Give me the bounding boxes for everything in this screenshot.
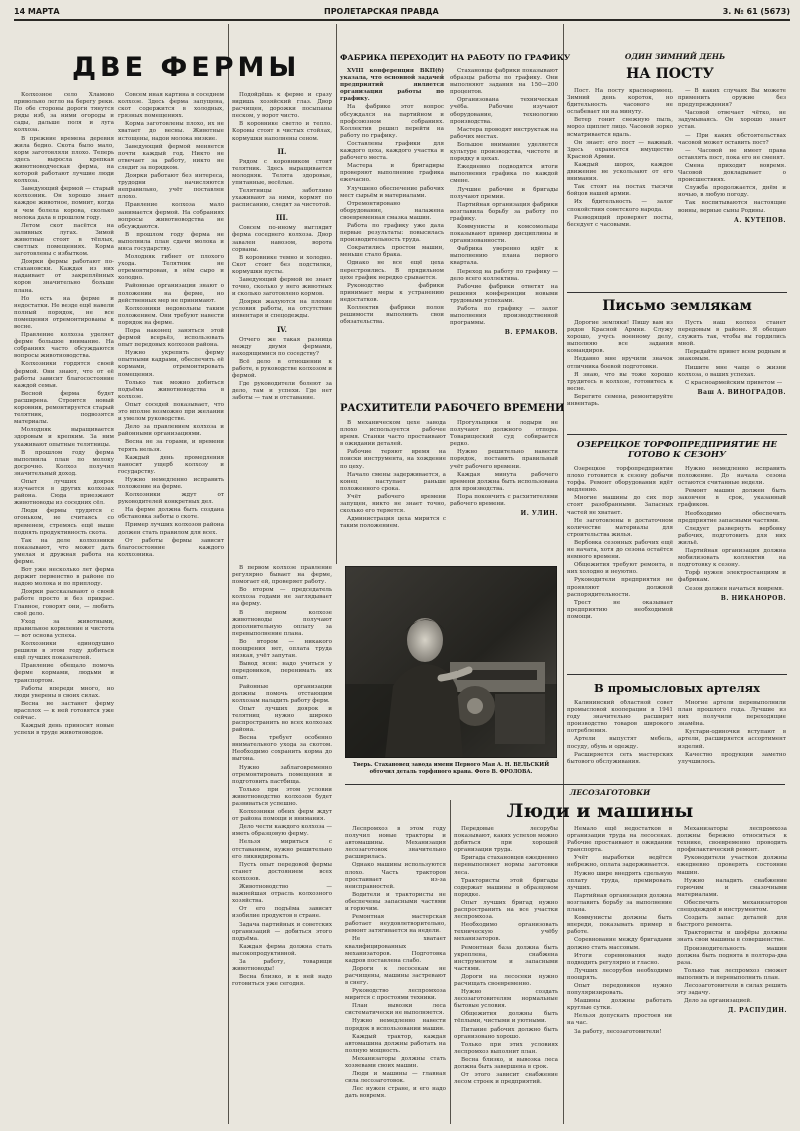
byline-factory: В. ЕРМАКОВ. bbox=[504, 329, 558, 337]
header-rule bbox=[14, 19, 790, 21]
column-rule bbox=[336, 24, 337, 564]
article-letter-col-1: Дорогие земляки! Пишу вам из рядов Красной Армии. Служу хорошо, учусь военному делу, выполняю все задания командиров. Недавно мне вручили значок отличника боевой подготовки. Я знаю, что вы тоже хорошо трудитесь в колхозе, готовитесь к весне. Берегите семена, ремонтируйте инвентарь. bbox=[567, 320, 673, 408]
section-rule bbox=[567, 674, 787, 675]
section-rule bbox=[567, 434, 787, 435]
article-two-farms-col-1: Колхозное село Хламово привольно легло на берегу реки. По обе стороны дороги тянутся ряды изб, за ними огороды и сады, дальше поля и луга колхоза. В прежние времена деревня жила бедно. Скота было мало, корм заготовляли плохо. Теперь здесь выросла крепкая животноводческая ферма, на которой работают лучшие люди колхоза. Заведующий фермой — старый колхозник. Он хорошо знает каждое животное, помнит, когда и чем болела корова, сколько молока дала в прошлом году. Летом скот пасётся на заливных лугах. Зимой животные стоят в тёплых, светлых помещениях. Корма заготовлены с избытком. Доярки фермы работают по-стахановски. Каждая из них надаивает от закреплённых коров значительно больше плана. Но есть на ферме и недостатки. Не везде ещё навели полный порядок, не все помещения отремонтированы к весне. Правление колхоза уделяет ферме большое внимание. На собраниях часто обсуждаются вопросы животноводства. Колхозники гордятся своей фермой. Они знают, что от её работы зависит благосостояние каждой семьи. Весной ферма будет расширена. Строится новый коровник, ремонтируется старый телятник, подвозятся материалы. Молодняк выращивается здоровым и крепким. За ним ухаживают опытные телятницы. В прошлом году ферма выполнила план по молоку досрочно. Колхоз получил значительный доход. Опыт лучших доярок изучается в других колхозах района. Сюда приезжают животноводы из соседних сёл. Люди фермы трудятся с огоньком, не считаясь со временем, стремясь ещё выше поднять продуктивность скота. Так на деле колхозники показывают, что может дать умелая и дружная работа на ферме. Вот уже несколько лет ферма держит первенство в районе по надою молока и по приплоду. Доярки рассказывают о своей работе просто и без прикрас. Главное, говорят они, — любить своё дело. Уход за животными, правильное кормление и чистота — вот основа успеха. Колхозники единодушно решили в этом году добиться ещё лучших показателей. Правление обещало помочь ферме кормами, людьми и транспортом. Работы впереди много, но люди уверены в своих силах. Весна не застанет ферму врасплох — к ней готовятся уже сейчас. Каждый день приносит новые успехи в труде животноводов. bbox=[14, 92, 114, 737]
article-factory-col-1: XVIII конференция ВКП(б) указала, что основной задачей предприятий является организация работы по графику. На фабрике этот вопрос обсуждался на партийном и профсоюзном собраниях. Коллектив решил перейти на работу по графику. Составлены графики для каждого цеха, каждого участка и рабочего места. Мастера и бригадиры проверяют выполнение графика ежечасно. Улучшено обеспечение рабочих мест сырьём и материалами. Отремонтировано оборудование, налажена своевременная смазка машин. Работа по графику уже дала первые результаты: повысилась производительность труда. Сократились простои машин, меньше стало брака. Однако не все ещё цеха перестроились. В прядильном цехе график нередко срывается. Руководство фабрики принимает меры к устранению недостатков. Коллектив фабрики полон решимости выполнить свои обязательства. bbox=[340, 68, 444, 326]
article-factory-col-2: Стахановцы фабрики показывают образцы работы по графику. Они выполняют задания на 150—200 процентов. Организована техническая учёба. Рабочие изучают оборудование, технологию производства. Мастера проводят инструктаж на рабочих местах. Большое внимание уделяется культуре производства, чистоте и порядку в цехах. Ежедневно подводятся итоги выполнения графика по каждой смене. Лучшие рабочие и бригады получают премии. Партийная организация фабрики возглавила борьбу за работу по графику. Коммунисты и комсомольцы показывают пример дисциплины и организованности. Фабрика уверенно идёт к выполнению плана первого квартала. Переход на работу по графику — дело всего коллектива. Рабочие фабрики ответят на решения конференции новыми трудовыми успехами. Работа по графику — залог выполнения производственной программы. В. ЕРМАКОВ. bbox=[450, 68, 558, 337]
article-logging-col-3: Немало ещё недостатков в организации труда на лесосеках. Рабочие простаивают в ожидании транспорта. Учёт выработки ведётся небрежно, оплата задерживается. Нужно шире внедрять сдельную оплату труда, премировать лучших. Партийная организация должна возглавить борьбу за выполнение плана. Коммунисты должны быть впереди, показывать пример в работе. Соревнование между бригадами должно стать массовым. Итоги соревнования надо подводить регулярно и гласно. Лучших лесорубов необходимо поощрять. Опыт передовиков нужно популяризировать. Машины должны работать круглые сутки. Нельзя допускать простоев ни на час. За работу, лесозаготовители! bbox=[567, 826, 672, 1035]
article-peat-col-2: Нужно немедленно исправить положение. До начала сезона остаются считанные недели. Ремонт машин должен быть закончен в срок, указанный графиком. Необходимо обеспечить предприятие запасными частями. Следует развернуть вербовку рабочих, подготовить для них жильё. Партийная организация должна мобилизовать коллектив на подготовку к сезону. Торф нужен электростанциям и фабрикам. Сезон должен начаться вовремя. В. НИКАНОРОВ. bbox=[678, 466, 786, 602]
kicker-logging: ЛЕСОЗАГОТОВКИ bbox=[569, 788, 651, 797]
column-rule bbox=[450, 800, 451, 1124]
column-rule bbox=[228, 24, 229, 1124]
headline-letter: Письмо землякам bbox=[602, 298, 752, 314]
header-issue-number: 3. № 61 (5673) bbox=[722, 7, 790, 16]
article-two-farms-col-3: Подойдёшь к ферме и сразу видишь хозяйский глаз. Двор расчищен, дорожки посыпаны песком, у ворот чисто. В коровнике светло и тепло. Коровы стоят в чистых стойлах, кормушки наполнены сеном. II. Рядом с коровником стоит телятник. Здесь выращивается молодняк. Телята здоровые, упитанные, весёлые. Телятницы заботливо ухаживают за ними, кормят по расписанию, следят за чистотой. III. Совсем по-иному выглядит ферма соседнего колхоза. Двор завален навозом, ворота сорваны. В коровнике темно и холодно. Скот стоит без подстилки, кормушки пусты. Заведующий фермой не знает точно, сколько у него животных и сколько заготовлено кормов. Доярки жалуются на плохие условия работы, на отсутствие инвентаря и спецодежды. IV. Отчего же такая разница между двумя фермами, находящимися по соседству? Всё дело в отношении к работе, в руководстве колхозом и фермой. Где руководители болеют за дело, там и успехи. Где нет заботы — там и отставание. bbox=[232, 92, 332, 402]
photo-worker bbox=[345, 566, 557, 758]
article-artels-col-2: Многие артели перевыполнили план прошлого года. Лучшие из них получили переходящие знамёна. Кустари-одиночки вступают в артели, расширяется ассортимент изделий. Качество продукции заметно улучшилось. bbox=[678, 700, 786, 765]
headline-logging: Люди и машины bbox=[506, 800, 694, 822]
byline-logging: Д. РАСПУДИН. bbox=[728, 1007, 787, 1015]
article-work-time-col-1: В механическом цехе завода плохо используется рабочее время. Станки часто простаивают в ожидании деталей. Рабочие теряют время на поиски инструмента, на хождение по цеху. Начало смены задерживается, а конец наступает раньше положенного срока. Учёт рабочего времени запущен, никто не знает точно, сколько его теряется. Администрация цеха мирится с таким положением. bbox=[340, 420, 446, 530]
section-rule bbox=[345, 784, 785, 785]
article-logging-col-4: Механизаторы леспромхоза должны бережно относиться к технике, своевременно проводить профилактический ремонт. Руководители участков должны ежедневно проверять состояние машин. Нужно наладить снабжение горючим и смазочными материалами. Обеспечить механизаторов спецодеждой и инструментом. Создать запас деталей для быстрого ремонта. Трактористы и шофёры должны знать свои машины в совершенстве. Производительность машин должна быть поднята в полтора-два раза. Только так леспромхоз сможет выполнить и перевыполнить план. Лесозаготовители в силах решить эту задачу. Дело за организацией. Д. РАСПУДИН. bbox=[677, 826, 787, 1015]
article-artels-col-1: Калининский областной совет промысловой кооперации в 1941 году значительно расширит производство товаров широкого потребления. Артели выпустят мебель, посуду, обувь и одежду. Расширяется сеть мастерских бытового обслуживания. bbox=[567, 700, 673, 765]
headline-two-farms: ДВЕ ФЕРМЫ bbox=[72, 52, 301, 83]
article-logging-col-2: Передовые лесорубы показывают, каких успехов можно добиться при хорошей организации труда. Бригада стахановцев ежедневно перевыполняет нормы заготовки леса. Трактористы этой бригады содержат машины в образцовом порядке. Опыт лучших бригад нужно распространить на все участки леспромхоза. Необходимо организовать техническую учёбу механизаторов. Ремонтная база должна быть укреплена, снабжена инструментом и запасными частями. Дороги на лесосеки нужно расчищать своевременно. Нужно создать лесозаготовителям нормальные бытовые условия. Общежития должны быть тёплыми, чистыми и уютными. Питание рабочих должно быть организовано хорошо. Только при этих условиях леспромхоз выполнит план. Весна близко, и вывозка леса должна быть завершена в срок. От этого зависит снабжение лесом строек и предприятий. bbox=[454, 826, 558, 1086]
article-two-farms-col-4: В первом колхозе правление регулярно бывает на ферме, помогает ей, проверяет работу. Во втором — председатель колхоза годами не заглядывает на ферму. В первом колхозе животноводы получают дополнительную оплату за перевыполнение плана. Во втором — никакого поощрения нет, оплата труда низкая, учёт запутан. Вывод ясен: надо учиться у передовиков, перенимать их опыт. Районные организации должны помочь отстающим колхозам наладить работу ферм. Опыт лучших доярок и телятниц нужно широко распространить во всех колхозах района. Весна требует особенно внимательного ухода за скотом. Необходимо сохранить корма до выгона. Нужно заблаговременно отремонтировать помещения и подготовить пастбища. Только при этом условии животноводство колхозов будет развиваться успешно. Колхозники обеих ферм ждут от района помощи и внимания. Дело чести каждого колхоза — иметь образцовую ферму. Нельзя мириться с отставанием, нужно решительно его ликвидировать. Пусть опыт передовой фермы станет достоянием всех колхозов. Животноводство — важнейшая отрасль колхозного хозяйства. От его подъёма зависит изобилие продуктов в стране. Задача партийных и советских организаций — добиться этого подъёма. Каждая ферма должна стать высокопродуктивной. За работу, товарищи животноводы! Весна близко, и к ней надо готовиться уже сегодня. bbox=[232, 565, 332, 988]
section-marker: III. bbox=[275, 213, 289, 223]
section-marker: IV. bbox=[277, 324, 287, 334]
headline-peat: ОЗЕРЕЦКОЕ ТОРФОПРЕДПРИЯТИЕ НЕ ГОТОВО К СЕЗОНУ bbox=[576, 440, 778, 460]
article-two-farms-col-2: Совсем иная картина в соседнем колхозе. Здесь ферма запущена, скот содержится в холодных, грязных помещениях. Корма заготовлены плохо, их не хватает до весны. Животные истощены, надои молока низкие. Заведующий фермой меняется почти каждый год. Никто не отвечает за работу, никто не следит за порядком. Доярки работают без интереса, трудодни начисляются неправильно, учёт поставлен плохо. Правление колхоза мало занимается фермой. На собраниях вопросы животноводства не обсуждаются. В прошлом году ферма не выполнила план сдачи молока и мяса государству. Молодняк гибнет от плохого ухода. Телятник не отремонтирован, в нём сыро и холодно. Районные организации знают о положении на ферме, но действенных мер не принимают. Колхозники недовольны таким положением. Они требуют навести порядок на ферме. Пора наконец заняться этой фермой всерьёз, использовать опыт передовых колхозов района. Нужно укрепить ферму опытными кадрами, обеспечить её кормами, отремонтировать помещения. Только так можно добиться подъёма животноводства в колхозе. Опыт соседей показывает, что это вполне возможно при желании и умелом руководстве. Дело за правлением колхоза и районными организациями. Весна не за горами, и времени терять нельзя. Каждый день промедления наносит ущерб колхозу и государству. Нужно немедленно исправить положение на ферме. Колхозники ждут от руководителей конкретных дел. На ферме должна быть создана обстановка заботы о скоте. Пример лучших колхозов района должен стать правилом для всех. От работы фермы зависит благосостояние каждого колхозника. bbox=[118, 92, 224, 558]
headline-artels: В промысловых артелях bbox=[594, 681, 760, 695]
byline-work-time: И. УЛИН. bbox=[520, 510, 558, 518]
article-work-time-col-2: Прогульщики и лодыри не получают должного отпора. Товарищеский суд собирается редко. Нужно решительно навести порядок, поставить правильный учёт рабочего времени. Каждая минута рабочего времени должна быть использована для производства. Пора покончить с расхитителями рабочего времени. И. УЛИН. bbox=[450, 420, 558, 518]
byline-on-duty: А. КУТЕПОВ. bbox=[734, 216, 786, 224]
byline-letter: Ваш А. ВИНОГРАДОВ. bbox=[697, 388, 786, 396]
page-header bbox=[14, 5, 790, 19]
article-on-duty-col-1: Пост. На посту красноармеец. Зимний день короток, но бдительность часового не ослабевает ни на минуту. Ветер гонит снежную пыль, мороз щиплет лицо. Часовой зорко всматривается вдаль. Он знает: его пост — важный. Здесь охраняется имущество Красной Армии. Каждый шорох, каждое движение не ускользают от его внимания. Так стоят на постах тысячи бойцов нашей армии. Их бдительность — залог спокойствия советского народа. Разводящий проверяет посты, беседует с часовыми. bbox=[567, 88, 673, 228]
headline-work-time: РАСХИТИТЕЛИ РАБОЧЕГО ВРЕМЕНИ bbox=[340, 403, 565, 414]
header-paper-name: ПРОЛЕТАРСКАЯ ПРАВДА bbox=[324, 7, 439, 16]
photo-worker-image bbox=[345, 566, 557, 758]
article-peat-col-1: Озерецкое торфопредприятие плохо готовится к сезону добычи торфа. Ремонт оборудования идёт медленно. Многие машины до сих пор стоят разобранными. Запасных частей не хватает. Не заготовлены в достаточном количестве материалы для строительства жилья. Вербовка сезонных рабочих ещё не начата, хотя до сезона остаётся немного времени. Общежития требуют ремонта, в них холодно и неуютно. Руководители предприятия не проявляют должной распорядительности. Трест не оказывает предприятию необходимой помощи. bbox=[567, 466, 673, 620]
kicker-on-duty: ОДИН ЗИМНИЙ ДЕНЬ bbox=[624, 52, 726, 61]
column-rule bbox=[563, 24, 564, 1124]
section-marker: II. bbox=[277, 146, 287, 156]
article-logging-col-1: Леспромхоз в этом году получил новые тракторы и автомашины. Механизация лесозаготовок значительно расширилась. Однако машины используются плохо. Часть тракторов простаивает из-за неисправностей. Водители и трактористы не обеспечены запасными частями и горючим. Ремонтная мастерская работает неудовлетворительно, ремонт затягивается на недели. Не хватает квалифицированных механизаторов. Подготовка кадров поставлена слабо. Дороги к лесосекам не расчищены, машины застревают в снегу. Руководство леспромхоза мирится с простоями техники. План вывозки леса систематически не выполняется. Нужно немедленно навести порядок в использовании машин. Каждый трактор, каждая автомашина должны работать на полную мощность. Механизаторы должны стать хозяевами своих машин. Люди и машины — главная сила лесозаготовок. Лес нужен стране, и его надо дать вовремя. bbox=[345, 826, 446, 1100]
article-on-duty-col-2: — В каких случаях Вы можете применить оружие без предупреждения? Часовой отвечает чётко, не задумываясь. Он хорошо знает устав. — При каких обстоятельствах часовой может оставить пост? — Часовой не имеет права оставлять пост, пока его не сменят. Смена приходит вовремя. Часовой докладывает о происшествиях. Служба продолжается, днём и ночью, в любую погоду. Так воспитываются настоящие воины, верные сыны Родины. А. КУТЕПОВ. bbox=[678, 88, 786, 224]
headline-on-duty: НА ПОСТУ bbox=[626, 66, 714, 82]
byline-peat: В. НИКАНОРОВ. bbox=[720, 594, 786, 602]
section-rule bbox=[567, 292, 787, 293]
photo-caption: Тверь. Стахановец завода имени Первого Мая А. Н. ВЕЛЬСКИЙ обточил деталь торфяного крана. Фото В. ФРОЛОВА. bbox=[352, 762, 550, 775]
header-date: 14 МАРТА bbox=[14, 7, 60, 16]
article-letter-col-2: Пусть наш колхоз станет передовым в районе. Я обещаю служить так, чтобы вы гордились мной. Передайте привет всем родным и знакомым. Пишите мне чаще о жизни колхоза, о ваших успехах. С красноармейским приветом — Ваш А. ВИНОГРАДОВ. bbox=[678, 320, 786, 396]
headline-factory: ФАБРИКА ПЕРЕХОДИТ НА РАБОТУ ПО ГРАФИКУ bbox=[340, 53, 571, 62]
